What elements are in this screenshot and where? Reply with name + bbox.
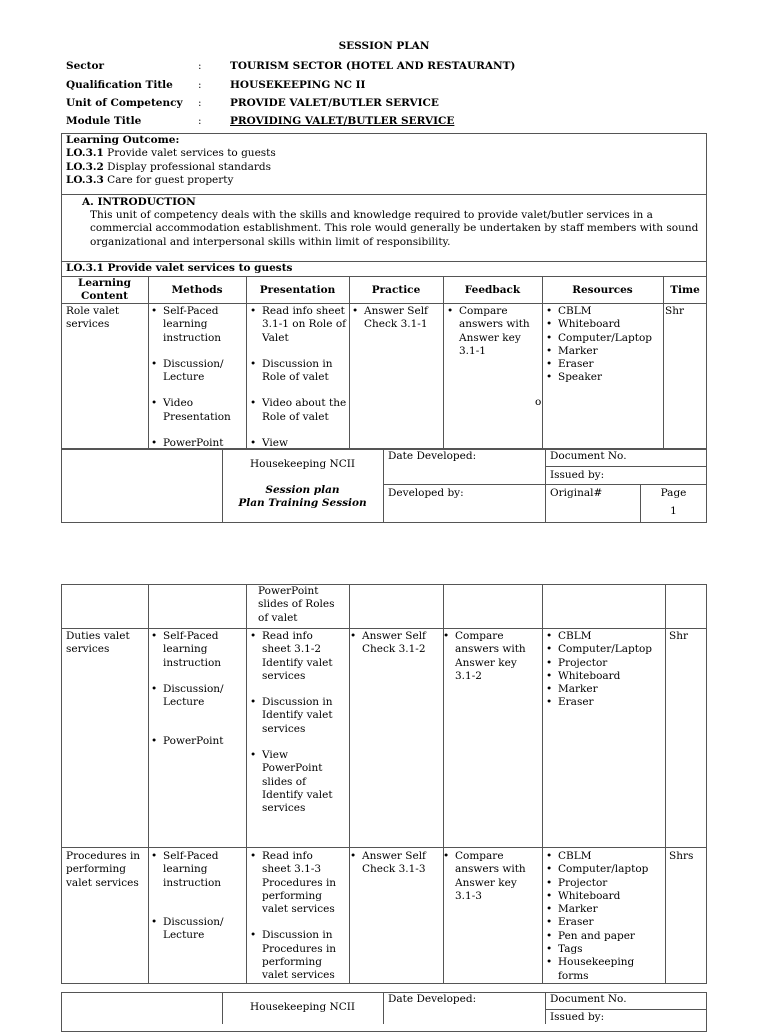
list-item: • Discussion/ Lecture [151, 683, 243, 710]
list-item: • Discussion in Identify valet services [250, 696, 342, 736]
list-item: • Video about the Role of valet [250, 397, 347, 424]
colon: : [198, 60, 202, 72]
feedback-list [443, 630, 529, 683]
list-item: • Projector [546, 657, 663, 670]
list-item: • Whiteboard [546, 670, 663, 683]
unit-value: PROVIDE VALET/BUTLER SERVICE [230, 97, 439, 109]
methods-list [151, 630, 243, 749]
col-header-resources: Resources [572, 284, 633, 296]
col-header-methods: Methods [171, 284, 223, 296]
practice-list [350, 850, 442, 877]
list-item: • Read info sheet 3.1-3 Procedures in performing valet services [250, 850, 342, 916]
feedback-list [447, 305, 535, 358]
list-item: • Eraser [546, 696, 663, 709]
methods-list [151, 850, 243, 942]
list-item: • Compare answers with Answer key 3.1-3 [443, 850, 529, 903]
footer-plan-title: Session plan [265, 484, 340, 496]
learning-outcome-section [66, 134, 276, 187]
practice-list [350, 630, 442, 657]
list-item: • CBLM [546, 850, 663, 863]
qualification-label: Qualification Title [66, 79, 173, 91]
list-item: • Answer Self Check 3.1-3 [350, 850, 442, 877]
list-item: • CBLM [546, 305, 661, 318]
list-item: • Whiteboard [546, 890, 663, 903]
col-header-practice: Practice [371, 284, 421, 296]
list-item: • Eraser [546, 916, 663, 929]
footer-original: Original# [550, 487, 603, 499]
footer-page-number: 1 [670, 505, 677, 517]
list-item: • Discussion/ Lecture [151, 358, 243, 385]
methods-list [151, 305, 243, 450]
feedback-list [443, 850, 529, 903]
lo-row-heading: LO.3.1 Provide valet services to guests [66, 262, 293, 274]
list-item: • Compare answers with Answer key 3.1-2 [443, 630, 529, 683]
list-item: • CBLM [546, 630, 663, 643]
col-header-presentation: Presentation [259, 284, 336, 296]
continued-presentation: PowerPoint slides of Roles of valet [258, 585, 335, 624]
list-item: • View [250, 437, 347, 450]
learning-content-cell: Role valet services [66, 305, 120, 331]
list-item: • Marker [546, 683, 663, 696]
footer-developed-by: Developed by: [388, 487, 464, 499]
list-item: • Computer/laptop [546, 863, 663, 876]
list-item: • Computer/Laptop [546, 643, 663, 656]
qualification-value: HOUSEKEEPING NC II [230, 79, 366, 91]
list-item: • Whiteboard [546, 318, 661, 331]
presentation-list [250, 305, 347, 450]
list-item: • PowerPoint [151, 437, 243, 450]
footer-org: Housekeeping NCII [249, 1001, 356, 1013]
resources-list [546, 850, 663, 983]
list-item: • Compare answers with Answer key 3.1-1 [447, 305, 535, 358]
footer-document-no: Document No. [550, 993, 627, 1005]
colon: : [198, 115, 202, 127]
list-item: • Computer/Laptop [546, 332, 661, 345]
page-title: SESSION PLAN [338, 40, 430, 52]
col-header-learning-content: Learning Content [78, 277, 131, 302]
time-cell: Shr [665, 305, 684, 317]
list-item: • Marker [546, 903, 663, 916]
practice-list [352, 305, 440, 332]
list-item: • Marker [546, 345, 661, 358]
lo-item: LO.3.2 Display professional standards [66, 160, 272, 173]
list-item: • Discussion in Role of valet [250, 358, 347, 385]
footer-issued-by: Issued by: [550, 469, 605, 481]
presentation-list [250, 850, 342, 983]
list-item: • Answer Self Check 3.1-1 [352, 305, 440, 332]
col-header-feedback: Feedback [464, 284, 521, 296]
list-item: • Speaker [546, 371, 661, 384]
list-item: • Video Presentation [151, 397, 243, 424]
sector-label: Sector [66, 60, 105, 72]
list-item: • Discussion in Procedures in performing valet services [250, 929, 342, 982]
list-item: • Self-Paced learning instruction [151, 850, 243, 890]
footer-org: Housekeeping NCII [249, 458, 356, 470]
list-item: • Self-Paced learning instruction [151, 305, 243, 345]
list-item: • View PowerPoint slides of Identify valet services [250, 749, 342, 815]
list-item: • Self-Paced learning instruction [151, 630, 243, 670]
lo-item: LO.3.1 Provide valet services to guests [66, 147, 276, 160]
module-label: Module Title [66, 115, 142, 127]
introduction-heading: A. INTRODUCTION [82, 196, 196, 208]
list-item: • Pen and paper [546, 930, 663, 943]
footer-document-no: Document No. [550, 450, 627, 462]
resources-list [546, 630, 663, 710]
colon: : [198, 97, 202, 109]
time-cell: Shrs [669, 850, 694, 862]
colon: : [198, 79, 202, 91]
learning-content-cell: Duties valet services [66, 630, 130, 656]
introduction-text: This unit of competency deals with the skills and knowledge required to provide valet/butler services in a commercial accommodation establishment. This role would generally be undertaken by staff members with sound organizational and interpersonal skills within limit of responsibility. [90, 209, 699, 248]
lo-item: LO.3.3 Care for guest property [66, 173, 234, 186]
learning-outcome-heading: Learning Outcome: [66, 134, 180, 146]
resources-list [546, 305, 661, 385]
list-item: • Tags [546, 943, 663, 956]
learning-content-cell: Procedures in performing valet services [66, 850, 141, 889]
list-item: • Eraser [546, 358, 661, 371]
footer-issued-by: Issued by: [550, 1011, 605, 1023]
unit-label: Unit of Competency [66, 97, 183, 109]
footer-plan-subtitle: Plan Training Session [238, 497, 367, 509]
module-value: PROVIDING VALET/BUTLER SERVICE [230, 115, 455, 127]
footer-date-developed: Date Developed: [388, 450, 477, 462]
footer-page-label: Page [660, 487, 687, 499]
footer-date-developed: Date Developed: [388, 993, 477, 1005]
list-item: • Projector [546, 877, 663, 890]
list-item: • Read info sheet 3.1-1 on Role of Valet [250, 305, 347, 345]
presentation-list [250, 630, 342, 816]
list-item: • Discussion/ Lecture [151, 916, 243, 943]
time-cell: Shr [669, 630, 688, 642]
list-item: • Read info sheet 3.1-2 Identify valet services [250, 630, 342, 683]
list-item: • Answer Self Check 3.1-2 [350, 630, 442, 657]
stray-mark: o [535, 396, 542, 408]
list-item: • PowerPoint [151, 735, 243, 748]
col-header-time: Time [670, 284, 700, 296]
list-item: • Housekeeping forms [546, 956, 663, 983]
sector-value: TOURISM SECTOR (HOTEL AND RESTAURANT) [230, 60, 516, 72]
